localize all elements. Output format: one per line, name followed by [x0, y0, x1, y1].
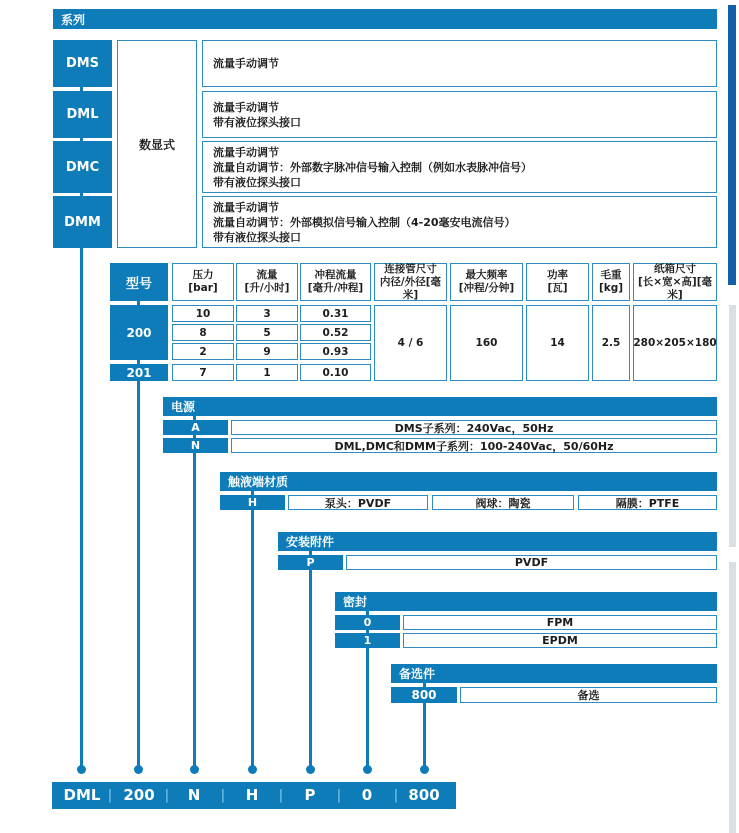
desc-line: 流量手动调节	[213, 200, 279, 214]
seal-header: 密封	[335, 592, 717, 611]
code-segment-series: DML	[63, 786, 101, 804]
wetted-material-diaphragm: 隔膜：PTFE	[578, 495, 717, 510]
code-segment-power: N	[187, 786, 201, 804]
model-header-cell: 型号	[110, 263, 168, 301]
optional-desc: 备选	[460, 687, 717, 703]
series-type-label: 数显式	[117, 40, 197, 248]
cell-pressure: 2	[172, 343, 234, 360]
cell-pipe-size: 4 / 6	[374, 305, 447, 381]
column-header-pressure: 压力 [bar]	[172, 263, 234, 301]
code-separator: |	[220, 788, 226, 803]
cell-stroke-volume: 0.10	[300, 364, 371, 381]
desc-line: 流量手动调节	[213, 145, 279, 159]
seal-key-0: 0	[335, 615, 400, 630]
series-desc-dmc	[202, 141, 717, 193]
cell-carton-size: 280×205×180	[633, 305, 717, 381]
desc-line: 流量手动调节	[213, 100, 279, 114]
model-key-201: 201	[110, 364, 168, 381]
connector-line-power	[193, 408, 196, 767]
wetted-material-pump-head: 泵头：PVDF	[288, 495, 428, 510]
power-desc-a: DMS子系列：240Vac，50Hz	[231, 420, 717, 435]
connector-dot	[363, 765, 372, 774]
code-segment-seal: 0	[361, 786, 373, 804]
cell-max-frequency: 160	[450, 305, 523, 381]
seal-desc-epdm: EPDM	[403, 633, 717, 648]
code-separator: |	[336, 788, 342, 803]
mounting-desc: PVDF	[346, 555, 717, 570]
series-key-dmm: DMM	[53, 196, 112, 248]
cell-pressure: 10	[172, 305, 234, 322]
code-separator: |	[107, 788, 113, 803]
connector-dot	[420, 765, 429, 774]
column-header-pipe-size: 连接管尺寸 内径/外径[毫米]	[374, 263, 447, 301]
desc-line: 带有液位探头接口	[213, 230, 301, 244]
series-key-dml: DML	[53, 91, 112, 138]
cell-pressure: 8	[172, 324, 234, 341]
power-header: 电源	[163, 397, 717, 416]
cell-gross-weight: 2.5	[592, 305, 630, 381]
desc-line: 流量自动调节：外部模拟信号输入控制（4-20毫安电流信号）	[213, 215, 516, 229]
cell-pressure: 7	[172, 364, 234, 381]
cell-flow: 5	[236, 324, 298, 341]
cell-flow: 9	[236, 343, 298, 360]
power-desc-n: DML,DMC和DMM子系列：100-240Vac，50/60Hz	[231, 438, 717, 453]
code-segment-optional: 800	[408, 786, 440, 804]
cell-flow: 3	[236, 305, 298, 322]
connector-dot	[306, 765, 315, 774]
code-separator: |	[164, 788, 170, 803]
desc-line: 流量自动调节：外部数字脉冲信号输入控制（例如水表脉冲信号）	[213, 160, 532, 174]
edge-stripe-dark	[728, 5, 736, 285]
series-header: 系列	[53, 9, 717, 29]
power-key-a: A	[163, 420, 228, 435]
optional-key-800: 800	[391, 687, 457, 703]
mounting-header: 安装附件	[278, 532, 717, 551]
connector-line-mounting	[309, 540, 312, 767]
connector-dot	[77, 765, 86, 774]
connector-line-wetted	[251, 480, 254, 767]
column-header-power: 功率 [瓦]	[526, 263, 589, 301]
desc-line: 带有液位探头接口	[213, 175, 301, 189]
series-desc-dml	[202, 91, 717, 138]
optional-header: 备选件	[391, 664, 717, 683]
connector-dot	[190, 765, 199, 774]
cell-flow: 1	[236, 364, 298, 381]
cell-stroke-volume: 0.31	[300, 305, 371, 322]
column-header-carton-size: 纸箱尺寸 [长×宽×高][毫米]	[633, 263, 717, 301]
series-desc-dmm	[202, 196, 717, 248]
edge-stripe-gray-top	[729, 305, 736, 547]
desc-line: 流量手动调节	[213, 57, 279, 70]
mounting-key-p: P	[278, 555, 343, 570]
wetted-key-h: H	[220, 495, 285, 510]
series-key-dms: DMS	[53, 40, 112, 87]
edge-stripe-gray-bottom	[729, 562, 736, 833]
column-header-max-frequency: 最大频率 [冲程/分钟]	[450, 263, 523, 301]
column-header-flow: 流量 [升/小时]	[236, 263, 298, 301]
column-header-stroke-volume: 冲程流量 [毫升/冲程]	[300, 263, 371, 301]
code-segment-wetted: H	[245, 786, 259, 804]
cell-stroke-volume: 0.93	[300, 343, 371, 360]
code-segment-mounting: P	[304, 786, 316, 804]
series-key-dmc: DMC	[53, 141, 112, 193]
connector-dot	[248, 765, 257, 774]
cell-power: 14	[526, 305, 589, 381]
column-header-gross-weight: 毛重 [kg]	[592, 263, 630, 301]
wetted-material-valve-ball: 阀球：陶瓷	[432, 495, 574, 510]
order-code-bar	[52, 782, 456, 809]
seal-desc-fpm: FPM	[403, 615, 717, 630]
code-separator: |	[393, 788, 399, 803]
connector-dot	[134, 765, 143, 774]
code-separator: |	[278, 788, 284, 803]
wetted-header: 触液端材质	[220, 472, 717, 491]
power-key-n: N	[163, 438, 228, 453]
code-segment-model: 200	[123, 786, 155, 804]
seal-key-1: 1	[335, 633, 400, 648]
cell-stroke-volume: 0.52	[300, 324, 371, 341]
desc-line: 带有液位探头接口	[213, 115, 301, 129]
model-key-200: 200	[110, 305, 168, 360]
series-desc-dms	[202, 40, 717, 87]
